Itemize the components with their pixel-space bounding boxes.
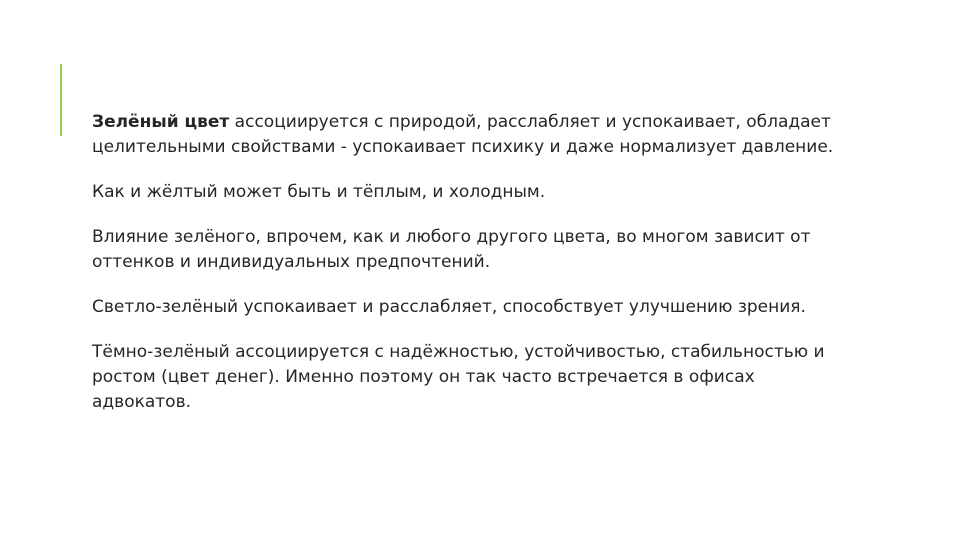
paragraph-light-green: Светло-зелёный успокаивает и расслабляет, способствует улучшению зрения. <box>92 297 806 317</box>
paragraph-warm-cold: Как и жёлтый может быть и тёплым, и холодным. <box>92 182 546 202</box>
paragraph-green-color <box>92 110 852 160</box>
paragraph-dark-green: Тёмно-зелёный ассоциируется с надёжностью, устойчивостью, стабильностью и ростом (цвет денег). Именно поэтому он так часто встречается в офисах адвокатов. <box>92 342 825 412</box>
accent-bar <box>60 64 62 136</box>
paragraph-influence: Влияние зелёного, впрочем, как и любого другого цвета, во многом зависит от оттенков и индивидуальных предпочтений. <box>92 227 811 272</box>
slide-body <box>92 110 852 435</box>
paragraph-bold-lead: Зелёный цвет <box>92 112 230 132</box>
paragraph-text: ассоциируется с природой, расслабляет и успокаивает, обладает целительными свойствами - успокаивает психику и даже нормализует давление. <box>92 112 834 157</box>
